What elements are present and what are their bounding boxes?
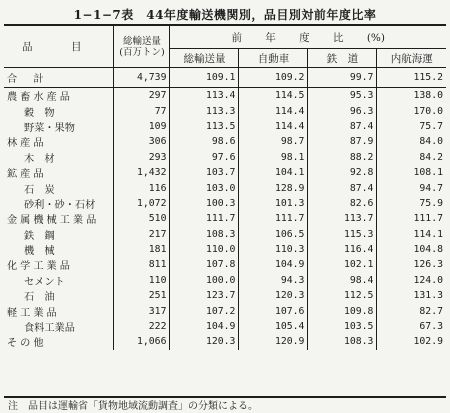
row-name: 鉱産品: [7, 169, 47, 181]
row-truck: 114.4: [239, 103, 308, 118]
row-rail: 95.3: [308, 88, 377, 104]
table-title: 1−1−7表 44年度輸送機関別，品目別対前年度比率: [73, 8, 377, 22]
row-name: 野菜・果物: [24, 122, 75, 134]
row-volume: 1,432: [114, 165, 170, 180]
row-total-ratio: 111.7: [170, 211, 239, 226]
table-row: [4, 303, 446, 318]
row-total-ratio: 107.8: [170, 257, 239, 272]
row-total-ratio: 97.6: [170, 150, 239, 165]
row-name: 金属機械工業品: [7, 215, 100, 227]
row-coastal: 111.7: [377, 211, 446, 226]
row-truck: 104.1: [239, 165, 308, 180]
row-total-ratio: 100.0: [170, 273, 239, 288]
row-truck: 105.4: [239, 319, 308, 334]
table-row: [4, 227, 446, 242]
row-name: 穀 物: [24, 107, 55, 119]
row-coastal: 138.0: [377, 88, 446, 104]
row-rail: 116.4: [308, 242, 377, 257]
header-truck: 自動車: [239, 49, 308, 68]
row-rail: 82.6: [308, 196, 377, 211]
row-rail: 99.7: [308, 68, 377, 88]
row-total-ratio: 107.2: [170, 303, 239, 318]
table-row: [4, 319, 446, 334]
row-coastal: 102.9: [377, 334, 446, 349]
row-name: 砂利・砂・石材: [24, 199, 96, 211]
row-volume: 1,072: [114, 196, 170, 211]
row-total-ratio: 103.7: [170, 165, 239, 180]
table-row: [4, 119, 446, 134]
table-row: [4, 288, 446, 303]
row-name: 木 材: [24, 153, 55, 165]
row-name: 合 計: [4, 68, 114, 88]
header-rail: 鉄 道: [308, 49, 377, 68]
row-name: その他: [7, 338, 47, 350]
row-truck: 114.4: [239, 119, 308, 134]
header-ratio-group: [170, 26, 446, 49]
row-coastal: 115.2: [377, 68, 446, 88]
row-truck: 107.6: [239, 303, 308, 318]
row-rail: 115.3: [308, 227, 377, 242]
row-volume: 4,739: [114, 68, 170, 88]
row-truck: 120.3: [239, 288, 308, 303]
row-volume: 317: [114, 303, 170, 318]
row-volume: 811: [114, 257, 170, 272]
row-total-ratio: 113.5: [170, 119, 239, 134]
header-volume-line2: (百万トン): [119, 46, 165, 58]
table-row: [4, 103, 446, 118]
row-coastal: 84.2: [377, 150, 446, 165]
row-rail: 87.4: [308, 119, 377, 134]
row-name: 石 炭: [24, 184, 55, 196]
row-truck: 120.9: [239, 334, 308, 349]
row-total-ratio: 98.6: [170, 134, 239, 149]
row-name: 軽工業品: [7, 307, 60, 319]
row-coastal: 108.1: [377, 165, 446, 180]
row-total-ratio: 100.3: [170, 196, 239, 211]
row-truck: 106.5: [239, 227, 308, 242]
row-coastal: 82.7: [377, 303, 446, 318]
row-truck: 104.9: [239, 257, 308, 272]
table-row: [4, 150, 446, 165]
row-total-ratio: 110.0: [170, 242, 239, 257]
row-name: 食料工業品: [24, 323, 75, 335]
ratio-table: [4, 24, 446, 398]
row-total-ratio: 113.3: [170, 103, 239, 118]
row-truck: 111.7: [239, 211, 308, 226]
row-coastal: 75.7: [377, 119, 446, 134]
row-total-ratio: 109.1: [170, 68, 239, 88]
row-total-ratio: 108.3: [170, 227, 239, 242]
row-name: 機 械: [24, 246, 55, 258]
row-truck: 101.3: [239, 196, 308, 211]
row-truck: 98.1: [239, 150, 308, 165]
row-rail: 88.2: [308, 150, 377, 165]
row-volume: 116: [114, 180, 170, 195]
row-coastal: 124.0: [377, 273, 446, 288]
row-name: 石 油: [24, 292, 55, 304]
row-truck: 94.3: [239, 273, 308, 288]
row-volume: 77: [114, 103, 170, 118]
row-rail: 112.5: [308, 288, 377, 303]
row-total-ratio: 104.9: [170, 319, 239, 334]
row-coastal: 126.3: [377, 257, 446, 272]
row-volume: 306: [114, 134, 170, 149]
row-name: 林産品: [7, 138, 47, 150]
row-volume: 1,066: [114, 334, 170, 349]
row-rail: 103.5: [308, 319, 377, 334]
row-volume: 222: [114, 319, 170, 334]
footnote: 注 品目は運輸省「貨物地域流動調査」の分類による。: [8, 401, 258, 412]
row-rail: 98.4: [308, 273, 377, 288]
row-rail: 96.3: [308, 103, 377, 118]
row-volume: 217: [114, 227, 170, 242]
row-volume: 297: [114, 88, 170, 104]
row-truck: 98.7: [239, 134, 308, 149]
row-truck: 110.3: [239, 242, 308, 257]
row-truck: 128.9: [239, 180, 308, 195]
table-row: [4, 242, 446, 257]
header-ratio-label: 前 年 度 比: [231, 31, 354, 44]
row-volume: 110: [114, 273, 170, 288]
table-row: [4, 334, 446, 349]
row-name: 鉄 鋼: [24, 230, 55, 242]
row-coastal: 170.0: [377, 103, 446, 118]
row-truck: 114.5: [239, 88, 308, 104]
row-name: セメント: [24, 276, 65, 288]
row-total-ratio: 103.0: [170, 180, 239, 195]
table-row: [4, 180, 446, 195]
row-total-ratio: 113.4: [170, 88, 239, 104]
header-item: 品 目: [4, 26, 114, 68]
row-volume: 293: [114, 150, 170, 165]
table-row: [4, 88, 446, 104]
table-row: [4, 196, 446, 211]
header-coastal: 内航海運: [377, 49, 446, 68]
row-total-ratio: 120.3: [170, 334, 239, 349]
table-row: [4, 257, 446, 272]
row-coastal: 75.9: [377, 196, 446, 211]
row-volume: 181: [114, 242, 170, 257]
row-name: 化学工業品: [7, 261, 73, 273]
row-coastal: 114.1: [377, 227, 446, 242]
row-coastal: 131.3: [377, 288, 446, 303]
header-total-volume: 総輸送量: [170, 49, 239, 68]
row-rail: 102.1: [308, 257, 377, 272]
table-row: [4, 134, 446, 149]
row-total-ratio: 123.7: [170, 288, 239, 303]
row-coastal: 67.3: [377, 319, 446, 334]
row-coastal: 94.7: [377, 180, 446, 195]
table-row: [4, 273, 446, 288]
header-volume: [114, 26, 170, 68]
row-volume: 109: [114, 119, 170, 134]
table-row-total: [4, 68, 446, 88]
row-truck: 109.2: [239, 68, 308, 88]
row-volume: 251: [114, 288, 170, 303]
row-rail: 87.9: [308, 134, 377, 149]
table-row: [4, 211, 446, 226]
row-rail: 108.3: [308, 334, 377, 349]
header-ratio-unit: (%): [366, 31, 385, 44]
row-rail: 109.8: [308, 303, 377, 318]
row-rail: 87.4: [308, 180, 377, 195]
table-row: [4, 165, 446, 180]
row-coastal: 104.8: [377, 242, 446, 257]
header-volume-line1: 総輸送量: [122, 35, 161, 47]
row-rail: 113.7: [308, 211, 377, 226]
row-name: 農畜水産品: [7, 92, 73, 104]
row-coastal: 84.0: [377, 134, 446, 149]
row-rail: 92.8: [308, 165, 377, 180]
row-volume: 510: [114, 211, 170, 226]
